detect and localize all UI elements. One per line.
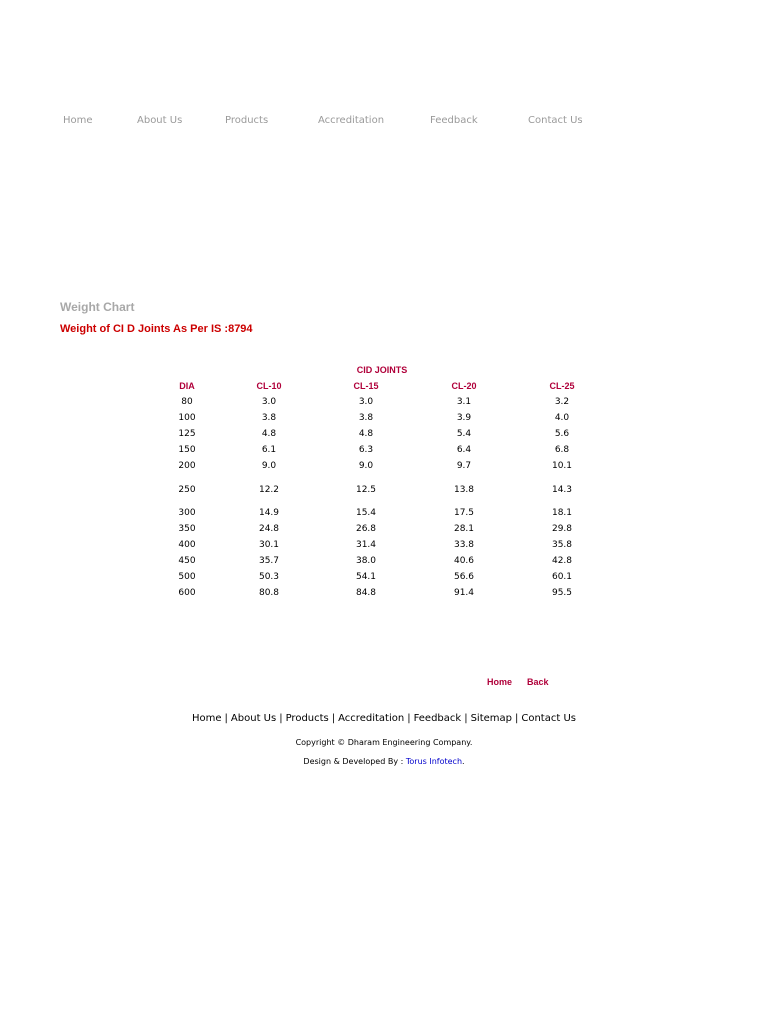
table-cell: 6.4 [456,445,472,455]
table-header-cl-10: CL-10 [256,381,282,391]
footer-link-home[interactable]: Home [192,713,222,724]
table-cell: 28.1 [453,524,475,534]
nav-home[interactable]: Home [63,115,93,126]
table-cell: 35.7 [258,556,280,566]
credits-prefix: Design & Developed By : [303,757,406,766]
table-cell: 56.6 [453,572,475,582]
table-cell: 50.3 [258,572,280,582]
footer-separator: | [514,713,519,724]
footer-link-about-us[interactable]: About Us [230,713,277,724]
table-cell: 42.8 [551,556,573,566]
table-cell: 3.8 [261,413,277,423]
table-cell: 12.5 [355,485,377,495]
table-cell: 500 [178,572,196,582]
table-cell: 4.8 [261,429,277,439]
footer-separator: | [224,713,228,724]
footer-link-contact-us[interactable]: Contact Us [521,713,576,724]
table-cell: 80 [181,397,193,407]
table-cell: 80.8 [258,588,280,598]
table-cell: 40.6 [453,556,475,566]
table-cell: 6.3 [358,445,374,455]
table-cell: 6.8 [554,445,570,455]
nav-feedback[interactable]: Feedback [430,115,478,126]
footer-link-products[interactable]: Products [285,713,329,724]
footer-separator: | [331,713,336,724]
table-cell: 31.4 [355,540,377,550]
table-caption: CID JOINTS [356,365,408,375]
table-cell: 17.5 [453,508,475,518]
table-cell: 4.0 [554,413,570,423]
table-cell: 200 [178,461,196,471]
table-cell: 600 [178,588,196,598]
table-cell: 9.0 [261,461,277,471]
table-header-cl-15: CL-15 [353,381,379,391]
bottom-back-link[interactable]: Back [527,677,549,687]
footer-separator: | [464,713,468,724]
bottom-home-link[interactable]: Home [487,677,513,687]
footer-link-feedback[interactable]: Feedback [413,713,462,724]
table-cell: 38.0 [355,556,377,566]
table-header-cl-25: CL-25 [549,381,575,391]
table-cell: 14.3 [551,485,573,495]
table-cell: 14.9 [258,508,280,518]
nav-accreditation[interactable]: Accreditation [318,115,385,126]
table-cell: 6.1 [261,445,277,455]
table-cell: 15.4 [355,508,377,518]
top-nav [0,115,768,129]
table-cell: 3.8 [358,413,374,423]
table-cell: 91.4 [453,588,475,598]
credits [0,757,768,766]
table-header-cl-20: CL-20 [451,381,477,391]
page-title: Weight Chart [60,300,135,314]
credits-suffix: . [462,757,465,766]
table-cell: 24.8 [258,524,280,534]
footer-separator: | [407,713,411,724]
table-cell: 3.0 [261,397,277,407]
table-cell: 100 [178,413,196,423]
table-cell: 54.1 [355,572,377,582]
table-cell: 5.6 [554,429,570,439]
page-subtitle: Weight of CI D Joints As Per IS :8794 [60,323,253,335]
table-cell: 350 [178,524,196,534]
table-cell: 3.2 [554,397,570,407]
table-cell: 250 [178,485,196,495]
table-cell: 29.8 [551,524,573,534]
table-cell: 9.0 [358,461,374,471]
table-cell: 10.1 [551,461,573,471]
table-cell: 60.1 [551,572,573,582]
table-cell: 125 [178,429,196,439]
table-cell: 30.1 [258,540,280,550]
table-cell: 5.4 [456,429,472,439]
table-cell: 3.9 [456,413,472,423]
table-cell: 18.1 [551,508,573,518]
table-cell: 35.8 [551,540,573,550]
table-cell: 4.8 [358,429,374,439]
footer-separator: | [279,713,283,724]
nav-products[interactable]: Products [225,115,269,126]
credits-link[interactable]: Torus Infotech [405,757,463,766]
table-cell: 84.8 [355,588,377,598]
nav-about-us[interactable]: About Us [137,115,183,126]
table-cell: 3.1 [456,397,472,407]
table-cell: 26.8 [355,524,377,534]
table-cell: 12.2 [258,485,280,495]
copyright-text: Copyright © Dharam Engineering Company. [295,738,473,747]
table-cell: 300 [178,508,196,518]
table-cell: 9.7 [456,461,472,471]
table-cell: 95.5 [551,588,573,598]
table-cell: 400 [178,540,196,550]
nav-contact-us[interactable]: Contact Us [528,115,583,126]
table-cell: 3.0 [358,397,374,407]
table-cell: 13.8 [453,485,475,495]
table-cell: 450 [178,556,196,566]
footer-link-sitemap[interactable]: Sitemap [470,713,512,724]
footer-nav [0,713,768,724]
table-cell: 150 [178,445,196,455]
table-cell: 33.8 [453,540,475,550]
table-header-dia: DIA [179,381,195,391]
footer-link-accreditation[interactable]: Accreditation [338,713,405,724]
